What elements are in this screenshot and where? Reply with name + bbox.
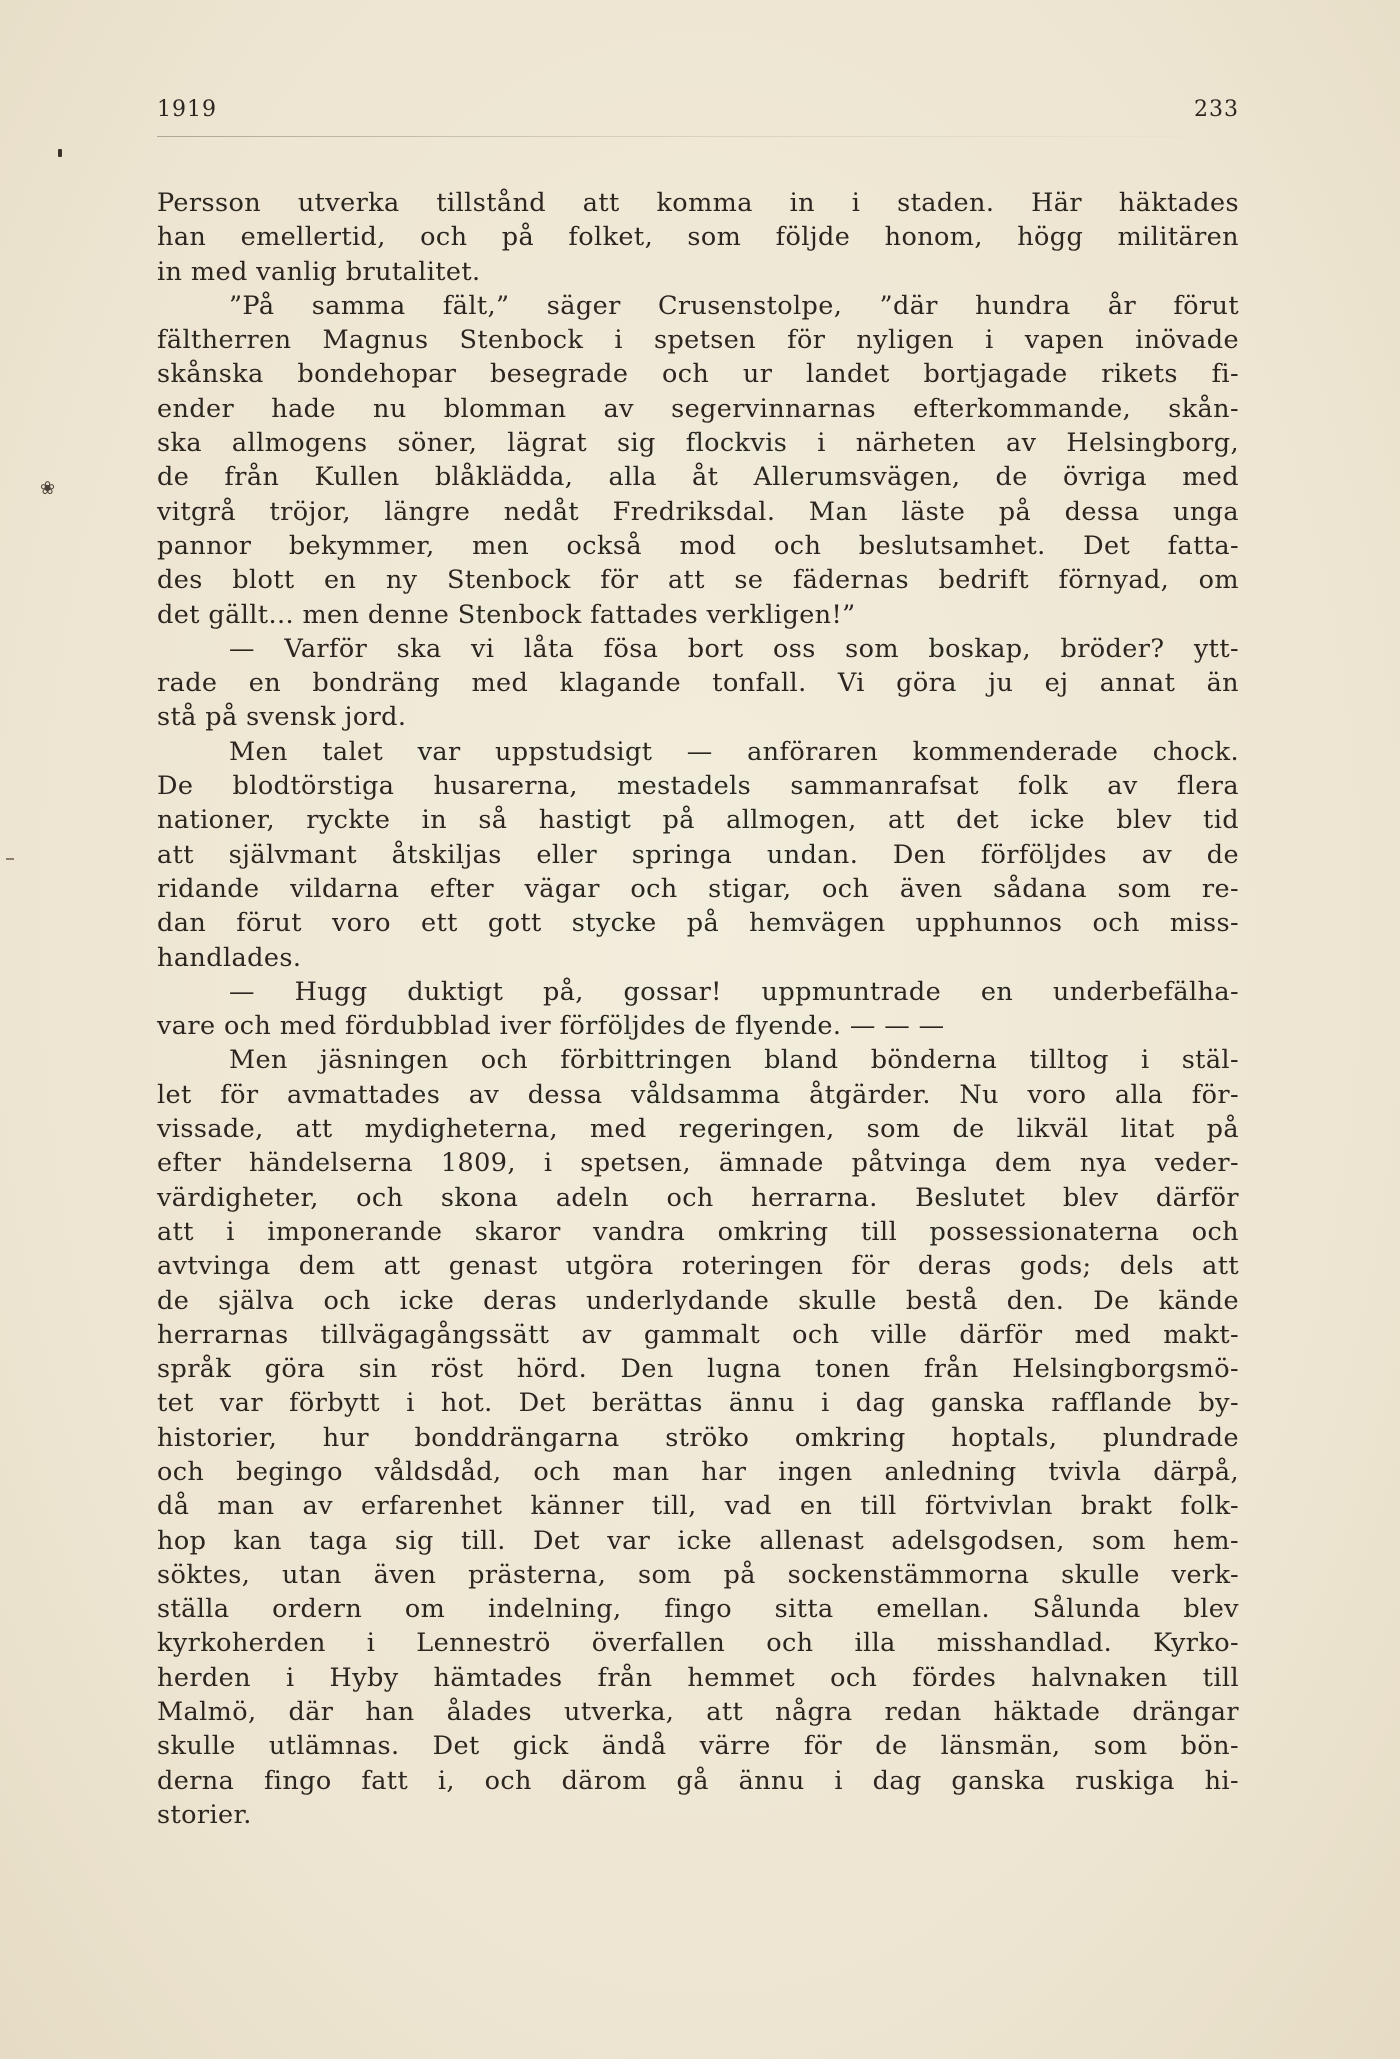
text-line: efter händelserna 1809, i spetsen, ämnade påtvinga dem nya veder- bbox=[157, 1148, 1239, 1179]
text-line: kyrkoherden i Lenneströ överfallen och illa misshandlad. Kyrko- bbox=[157, 1628, 1239, 1659]
text-line: ska allmogens söner, lägrat sig flockvis i närheten av Helsingborg, bbox=[157, 428, 1239, 459]
text-line: språk göra sin röst hörd. Den lugna tonen från Helsingborgsmö- bbox=[157, 1354, 1239, 1385]
text-line: dan förut voro ett gott stycke på hemvägen upphunnos och miss- bbox=[157, 908, 1239, 939]
text-line: ”På samma fält,” säger Crusenstolpe, ”där hundra år förut bbox=[229, 290, 1239, 321]
text-line: herden i Hyby hämtades från hemmet och fördes halvnaken till bbox=[157, 1662, 1239, 1693]
text-line: nationer, ryckte in så hastigt på allmogen, att det icke blev tid bbox=[157, 805, 1239, 836]
text-line: storier. bbox=[157, 1799, 252, 1830]
text-line: han emellertid, och på folket, som följde honom, högg militären bbox=[157, 222, 1239, 253]
text-line: Persson utverka tillstånd att komma in i staden. Här häktades bbox=[157, 188, 1239, 218]
text-line: ender hade nu blomman av segervinnarnas efterkommande, skån- bbox=[157, 393, 1239, 424]
text-line: det gällt... men denne Stenbock fattades verkligen!” bbox=[157, 599, 856, 630]
body-text bbox=[157, 186, 1239, 1832]
text-line: värdigheter, och skona adeln och herrarna. Beslutet blev därför bbox=[157, 1182, 1239, 1213]
text-line: avtvinga dem att genast utgöra roteringen för deras gods; dels att bbox=[157, 1251, 1239, 1282]
text-line: — Varför ska vi låta fösa bort oss som boskap, bröder? ytt- bbox=[229, 633, 1239, 664]
text-line: rade en bondräng med klagande tonfall. Vi göra ju ej annat än bbox=[157, 668, 1239, 699]
text-line: handlades. bbox=[157, 942, 302, 973]
text-line: historier, hur bonddrängarna ströko omkring hoptals, plundrade bbox=[157, 1422, 1239, 1453]
text-line: att i imponerande skaror vandra omkring till possessionaterna och bbox=[157, 1216, 1239, 1247]
margin-dash bbox=[6, 858, 14, 860]
text-line: herrarnas tillvägagångssätt av gammalt och ville därför med makt- bbox=[157, 1319, 1239, 1350]
text-line: in med vanlig brutalitet. bbox=[157, 256, 481, 287]
text-line: och begingo våldsdåd, och man har ingen anledning tvivla därpå, bbox=[157, 1456, 1239, 1487]
text-line: skånska bondehopar besegrade och ur landet bortjagade rikets fi- bbox=[157, 359, 1239, 390]
text-line: let för avmattades av dessa våldsamma åtgärder. Nu voro alla för- bbox=[157, 1079, 1239, 1110]
header-rule bbox=[157, 136, 1239, 137]
text-line: Men jäsningen och förbittringen bland bönderna tilltog i stäl- bbox=[229, 1045, 1239, 1076]
text-line: — Hugg duktigt på, gossar! uppmuntrade en underbefälha- bbox=[229, 976, 1239, 1007]
text-line: des blott en ny Stenbock för att se fädernas bedrift förnyad, om bbox=[157, 565, 1239, 596]
text-line: Malmö, där han ålades utverka, att några redan häktade drängar bbox=[157, 1697, 1239, 1728]
text-line: tet var förbytt i hot. Det berättas ännu i dag ganska rafflande by- bbox=[157, 1388, 1239, 1419]
text-line: vitgrå tröjor, längre nedåt Fredriksdal. Man läste på dessa unga bbox=[157, 496, 1239, 527]
margin-mark bbox=[58, 149, 62, 157]
text-line: skulle utlämnas. Det gick ändå värre för de länsmän, som bön- bbox=[157, 1731, 1239, 1762]
text-line: Men talet var uppstudsigt — anföraren kommenderade chock. bbox=[229, 736, 1239, 767]
text-line: De blodtörstiga husarerna, mestadels sammanrafsat folk av flera bbox=[157, 771, 1239, 802]
text-line: vissade, att mydigheterna, med regeringen, som de likväl litat på bbox=[157, 1114, 1239, 1145]
flower-ornament-icon: ❀ bbox=[40, 478, 56, 499]
text-line: pannor bekymmer, men också mod och beslutsamhet. Det fatta- bbox=[157, 530, 1239, 561]
header-year: 1919 bbox=[157, 97, 217, 122]
text-line: att självmant åtskiljas eller springa undan. Den förföljdes av de bbox=[157, 839, 1239, 870]
text-line: söktes, utan även prästerna, som på sockenstämmorna skulle verk- bbox=[157, 1559, 1239, 1590]
text-line: de själva och icke deras underlydande skulle bestå den. De kände bbox=[157, 1285, 1239, 1316]
text-line: de från Kullen blåklädda, alla åt Allerumsvägen, de övriga med bbox=[157, 462, 1239, 493]
page-number: 233 bbox=[1194, 97, 1239, 122]
text-line: hop kan taga sig till. Det var icke allenast adelsgodsen, som hem- bbox=[157, 1525, 1239, 1556]
text-line: ställa ordern om indelning, fingo sitta emellan. Sålunda blev bbox=[157, 1594, 1239, 1625]
text-line: då man av erfarenhet känner till, vad en till förtvivlan brakt folk- bbox=[157, 1491, 1239, 1522]
text-line: stå på svensk jord. bbox=[157, 702, 407, 733]
text-line: fältherren Magnus Stenbock i spetsen för nyligen i vapen inövade bbox=[157, 325, 1239, 356]
text-line: vare och med fördubblad iver förföljdes de flyende. — — — bbox=[157, 1011, 945, 1042]
text-line: ridande vildarna efter vägar och stigar, och även sådana som re- bbox=[157, 873, 1239, 904]
text-line: derna fingo fatt i, och därom gå ännu i dag ganska ruskiga hi- bbox=[157, 1765, 1239, 1796]
running-header bbox=[157, 97, 1239, 129]
